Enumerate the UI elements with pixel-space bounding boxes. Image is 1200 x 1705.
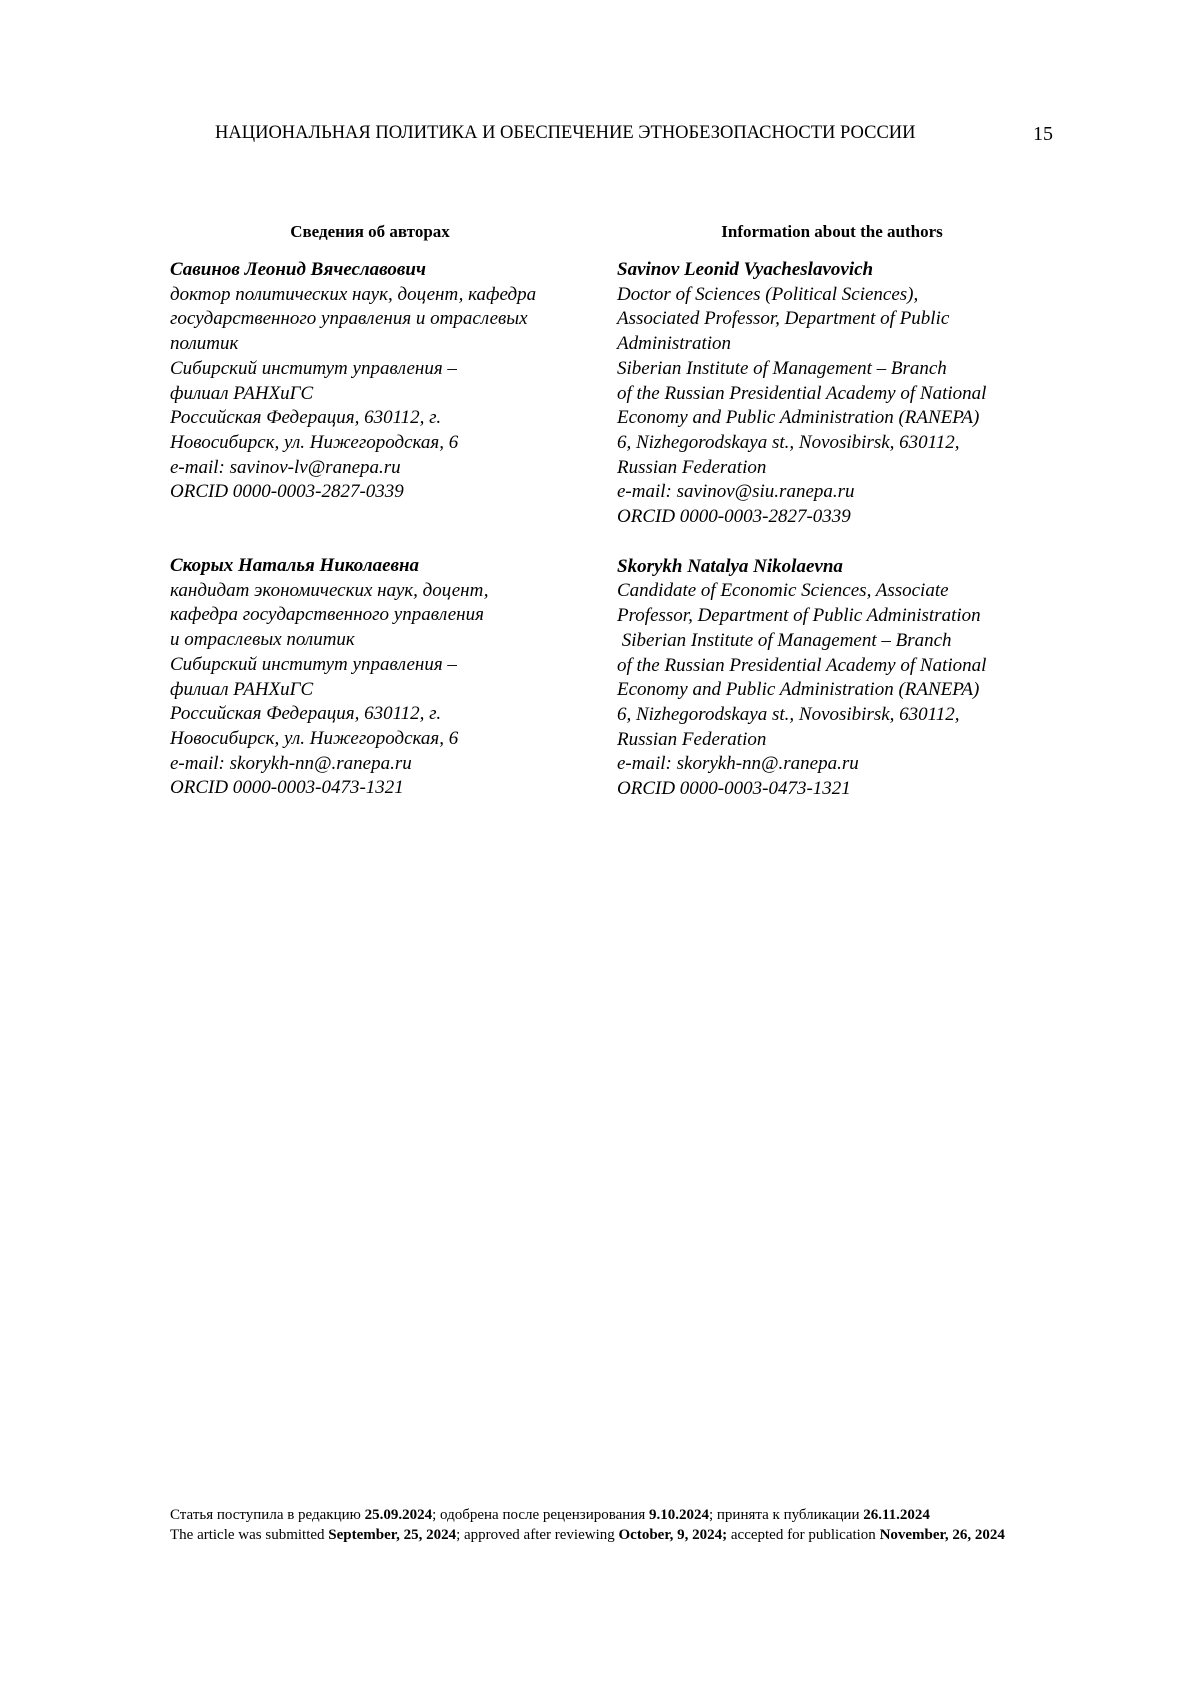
author-line: Professor, Department of Public Administration <box>617 605 981 627</box>
accepted-date: November, 26, 2024 <box>879 1526 1005 1543</box>
author-line: of the Russian Presidential Academy of National <box>617 654 987 676</box>
author-name: Скорых Наталья Николаевна <box>170 555 420 577</box>
section-heading-en: Information about the authors <box>721 222 943 241</box>
running-title: НАЦИОНАЛЬНАЯ ПОЛИТИКА И ОБЕСПЕЧЕНИЕ ЭТНОБЕЗОПАСНОСТИ РОССИИ <box>215 123 916 143</box>
accepted-date: 26.11.2024 <box>863 1507 930 1523</box>
running-header <box>215 123 1053 147</box>
author-line: Сибирский институт управления – <box>170 653 457 675</box>
page-number: 15 <box>1033 123 1053 145</box>
author-line: Новосибирск, ул. Нижегородская, 6 <box>170 431 459 453</box>
publication-dates-ru <box>170 1506 1055 1526</box>
author-block-ru-1 <box>170 258 610 505</box>
author-line: Сибирский институт управления – <box>170 357 457 379</box>
author-line: Economy and Public Administration (RANEPA) <box>617 679 980 701</box>
author-line: государственного управления и отраслевых <box>170 308 528 330</box>
author-line: Новосибирск, ул. Нижегородская, 6 <box>170 727 459 749</box>
author-block-en-1 <box>617 258 1067 530</box>
author-orcid: ORCID 0000-0003-0473-1321 <box>170 777 404 799</box>
author-email: e-mail: savinov-lv@ranepa.ru <box>170 456 401 478</box>
dates-text: ; approved after reviewing <box>456 1526 619 1543</box>
author-line: Siberian Institute of Management – Branch <box>617 629 952 651</box>
submitted-date: September, 25, 2024 <box>328 1526 457 1543</box>
publication-dates <box>170 1506 1055 1545</box>
dates-text: accepted for publication <box>727 1526 880 1543</box>
author-line: of the Russian Presidential Academy of National <box>617 382 987 404</box>
author-line: Administration <box>617 333 732 355</box>
author-line: Associated Professor, Department of Public <box>617 308 950 330</box>
author-email: e-mail: skorykh-nn@.ranepa.ru <box>617 753 859 775</box>
author-line: 6, Nizhegorodskaya st., Novosibirsk, 630112, <box>617 703 960 725</box>
author-name: Савинов Леонид Вячеславович <box>170 259 426 280</box>
author-name: Skorykh Natalya Nikolaevna <box>617 555 843 577</box>
authors-info-en <box>617 222 1067 802</box>
author-email: e-mail: skorykh-nn@.ranepa.ru <box>170 752 412 774</box>
author-email: e-mail: savinov@siu.ranepa.ru <box>617 481 855 503</box>
author-line: Siberian Institute of Management – Branch <box>617 357 947 379</box>
author-orcid: ORCID 0000-0003-2827-0339 <box>170 481 404 503</box>
author-line: и отраслевых политик <box>170 629 355 651</box>
author-line: Russian Federation <box>617 728 767 750</box>
author-block-ru-2 <box>170 554 610 801</box>
author-line: филиал РАНХиГС <box>170 678 314 700</box>
author-line: Economy and Public Administration (RANEPA) <box>617 407 980 429</box>
author-line: Russian Federation <box>617 456 767 478</box>
author-line: политик <box>170 333 239 355</box>
approved-date: 9.10.2024 <box>648 1507 709 1523</box>
dates-text: ; одобрена после рецензирования <box>432 1507 649 1523</box>
author-name: Savinov Leonid Vyacheslavovich <box>617 259 874 280</box>
publication-dates-en <box>170 1526 1055 1546</box>
approved-date: October, 9, 2024; <box>618 1526 728 1543</box>
author-line: доктор политических наук, доцент, кафедра <box>170 283 537 305</box>
author-line: Candidate of Economic Sciences, Associate <box>617 580 949 602</box>
dates-text: ; принята к публикации <box>708 1507 864 1523</box>
authors-info-ru <box>170 222 610 801</box>
dates-text: Статья поступила в редакцию <box>170 1507 365 1523</box>
author-block-en-2 <box>617 555 1067 802</box>
author-orcid: ORCID 0000-0003-0473-1321 <box>617 778 851 800</box>
submitted-date: 25.09.2024 <box>364 1507 433 1523</box>
author-line: Российская Федерация, 630112, г. <box>170 703 442 725</box>
author-line: филиал РАНХиГС <box>170 382 314 404</box>
author-line: кафедра государственного управления <box>170 604 484 626</box>
section-heading-ru: Сведения об авторах <box>290 222 450 241</box>
author-line: кандидат экономических наук, доцент, <box>170 579 489 601</box>
author-line: Российская Федерация, 630112, г. <box>170 407 442 429</box>
author-line: 6, Nizhegorodskaya st., Novosibirsk, 630112, <box>617 431 960 453</box>
author-line: Doctor of Sciences (Political Sciences), <box>617 283 919 305</box>
author-orcid: ORCID 0000-0003-2827-0339 <box>617 506 851 528</box>
dates-text: The article was submitted <box>170 1526 329 1543</box>
